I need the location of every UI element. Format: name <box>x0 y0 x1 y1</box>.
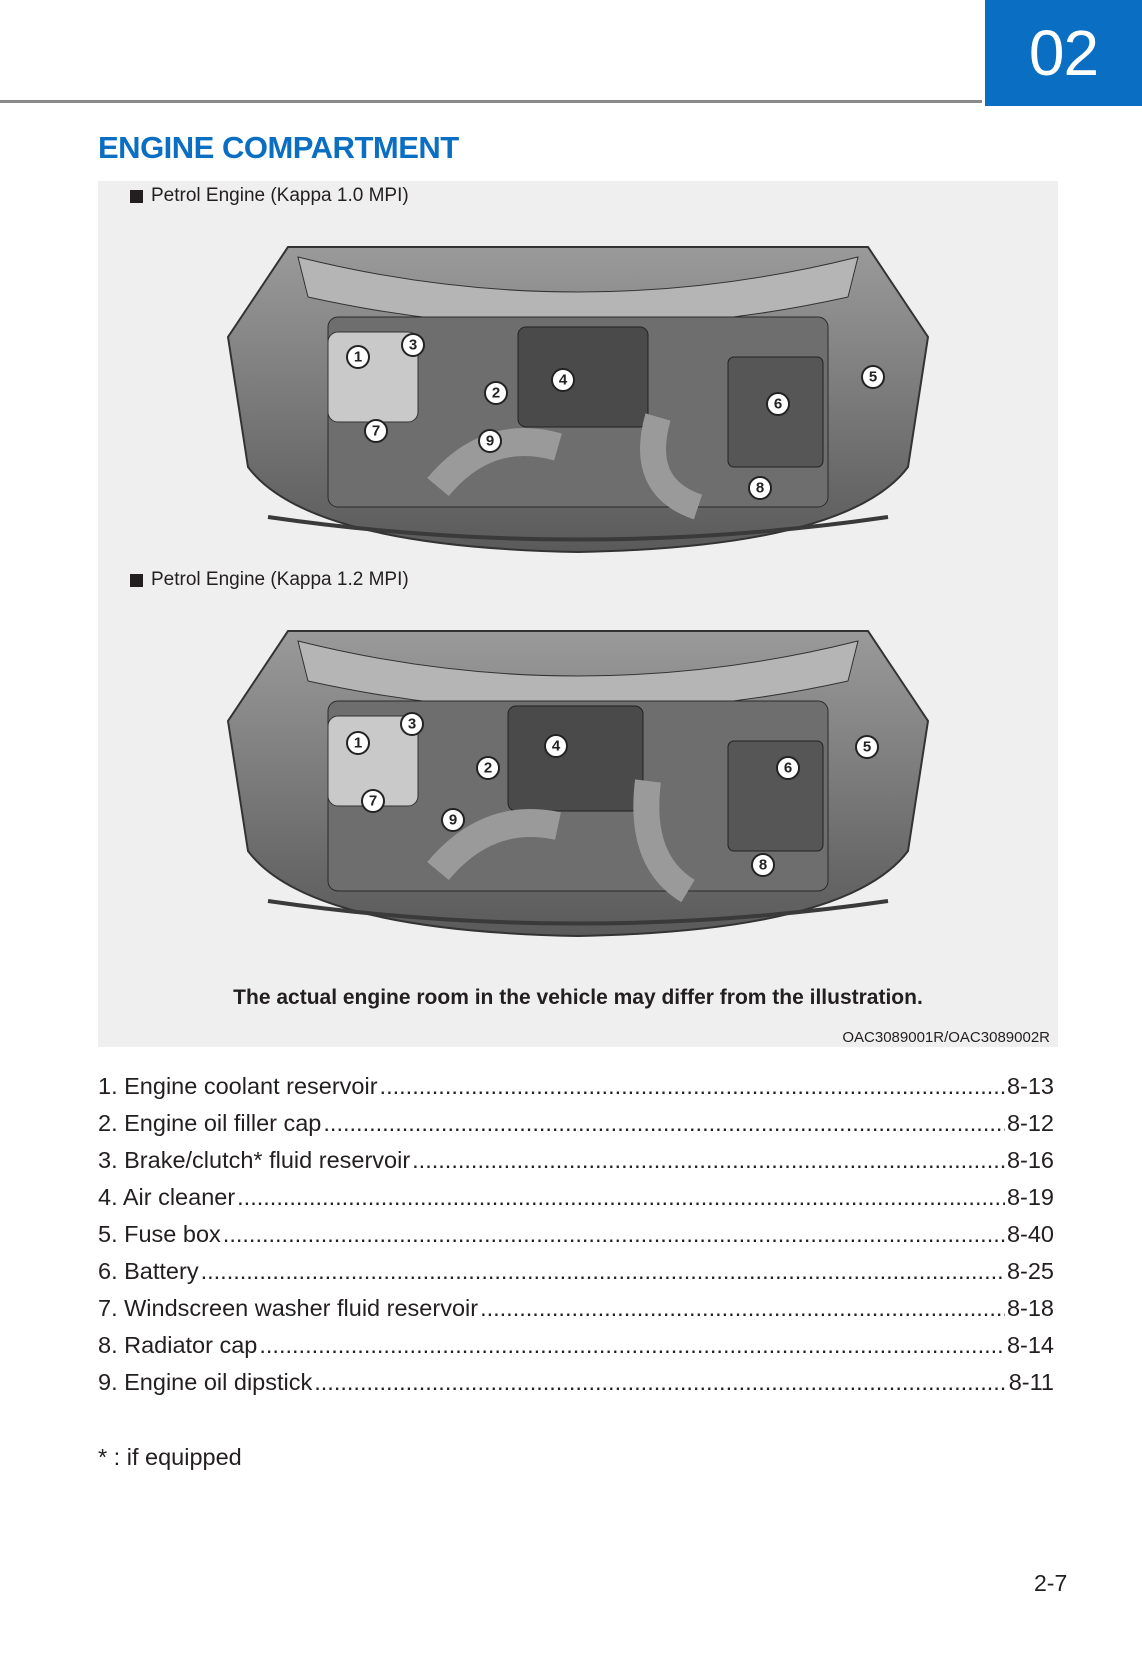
callout-7: 7 <box>368 792 378 810</box>
index-row <box>98 1295 1054 1332</box>
callout-6: 6 <box>783 759 793 777</box>
section-title: ENGINE COMPARTMENT <box>98 130 459 165</box>
callout-2: 2 <box>483 759 493 777</box>
chapter-tab: 02 <box>985 0 1142 106</box>
leader-dots <box>259 1332 1005 1359</box>
bullet-square-icon <box>130 190 143 203</box>
index-label: 4. Air cleaner <box>98 1184 236 1210</box>
footnote: * : if equipped <box>98 1444 242 1470</box>
callout-3: 3 <box>407 715 417 733</box>
index-row <box>98 1110 1054 1147</box>
callout-6: 6 <box>773 395 783 413</box>
callout-4: 4 <box>558 371 568 389</box>
callout-2: 2 <box>491 384 501 402</box>
index-row <box>98 1332 1054 1369</box>
index-label: 2. Engine oil filler cap <box>98 1110 322 1136</box>
index-row <box>98 1184 1054 1221</box>
index-page: 8-19 <box>1006 1184 1054 1210</box>
leader-dots <box>412 1147 1005 1174</box>
index-page: 8-16 <box>1006 1147 1054 1173</box>
caption-text: Petrol Engine (Kappa 1.2 MPI) <box>151 569 409 590</box>
figure-caption-2 <box>130 569 409 591</box>
engine-illustration-kappa-1-2 <box>208 601 948 946</box>
index-label: 6. Battery <box>98 1258 199 1284</box>
index-page: 8-14 <box>1006 1332 1054 1358</box>
leader-dots <box>480 1295 1005 1322</box>
callout-4: 4 <box>551 737 561 755</box>
callout-1: 1 <box>353 734 363 752</box>
index-label: 3. Brake/clutch* fluid reservoir <box>98 1147 411 1173</box>
figure-box <box>98 181 1058 1047</box>
index-label: 5. Fuse box <box>98 1221 221 1247</box>
index-row <box>98 1073 1054 1110</box>
top-rule <box>0 100 982 103</box>
index-page: 8-11 <box>1008 1369 1054 1395</box>
index-label: 8. Radiator cap <box>98 1332 258 1358</box>
engine-illustration-kappa-1-0 <box>208 217 948 562</box>
page-number: 2-7 <box>1034 1570 1068 1596</box>
callout-9: 9 <box>485 432 495 450</box>
index-page: 8-25 <box>1006 1258 1054 1284</box>
callout-5: 5 <box>862 738 872 756</box>
callout-3: 3 <box>408 336 418 354</box>
leader-dots <box>323 1110 1005 1137</box>
index-label: 1. Engine coolant reservoir <box>98 1073 378 1099</box>
component-index-list <box>98 1073 1054 1406</box>
index-label: 7. Windscreen washer fluid reservoir <box>98 1295 479 1321</box>
leader-dots <box>380 1073 1005 1100</box>
leader-dots <box>314 1369 1006 1396</box>
index-row <box>98 1258 1054 1295</box>
callout-8: 8 <box>758 856 768 874</box>
figure-code: OAC3089001R/OAC3089002R <box>842 1029 1050 1046</box>
index-page: 8-13 <box>1006 1073 1054 1099</box>
index-row <box>98 1147 1054 1184</box>
bullet-square-icon <box>130 574 143 587</box>
callout-9: 9 <box>448 811 458 829</box>
index-page: 8-12 <box>1006 1110 1054 1136</box>
callout-8: 8 <box>755 479 765 497</box>
figure-disclaimer: The actual engine room in the vehicle may differ from the illustration. <box>233 986 923 1009</box>
callout-7: 7 <box>371 422 381 440</box>
callout-1: 1 <box>353 348 363 366</box>
leader-dots <box>237 1184 1005 1211</box>
figure-caption-1 <box>130 185 409 207</box>
callout-5: 5 <box>868 368 878 386</box>
index-row <box>98 1369 1054 1406</box>
index-page: 8-18 <box>1006 1295 1054 1321</box>
index-label: 9. Engine oil dipstick <box>98 1369 313 1395</box>
leader-dots <box>223 1221 1005 1248</box>
index-row <box>98 1221 1054 1258</box>
leader-dots <box>201 1258 1005 1285</box>
caption-text: Petrol Engine (Kappa 1.0 MPI) <box>151 185 409 206</box>
index-page: 8-40 <box>1006 1221 1054 1247</box>
